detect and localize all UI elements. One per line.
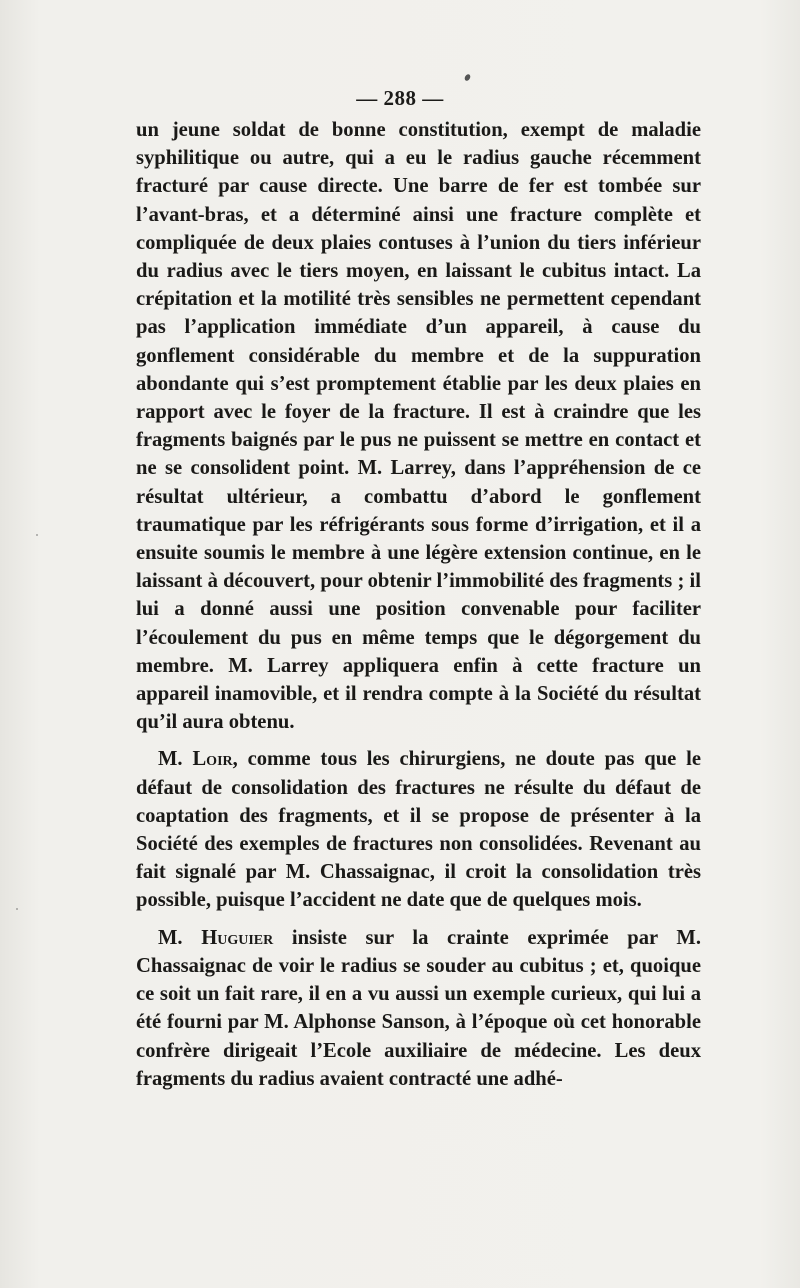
paragraph-3 (136, 924, 701, 1093)
ink-speck (16, 908, 18, 910)
paragraph-1: un jeune soldat de bonne constitution, exempt de maladie syphilitique ou autre, qui a eu le radius gauche récemment fracturé par cause directe. Une barre de fer est tombée sur l’avant-bras, et a déterminé ainsi une fracture complète et compliquée de deux plaies contuses à l’union du tiers inférieur du radius avec le tiers moyen, en laissant le cubitus intact. La crépitation et la motilité très sensibles ne permettent cependant pas l’application immédiate d’un appareil, à cause du gonflement considérable du membre et de la suppuration abondante qui s’est promptement établie par les deux plaies en rapport avec le foyer de la fracture. Il est à craindre que les fragments baignés par le pus ne puissent se mettre en contact et ne se consolident point. M. Larrey, dans l’appréhension de ce résultat ultérieur, a combattu d’abord le gonflement traumatique par les réfrigérants sous forme d’irrigation, et il a ensuite soumis le membre à une légère extension continue, en le laissant à découvert, pour obtenir l’immobilité des fragments ; il lui a donné aussi une position convenable pour faciliter l’écoulement du pus en même temps que le dégorgement du membre. M. Larrey appliquera enfin à cette fracture un appareil inamovible, et il rendra compte à la Société du résultat qu’il aura obtenu. (136, 119, 701, 734)
ink-speck (464, 73, 472, 82)
paragraph-2-name: Loir (192, 748, 233, 771)
paragraph-2-text: , comme tous les chirurgiens, ne doute pas que le défaut de consolidation des fractures ne résulte du défaut de coaptation des fragments, et il se propose de présenter à la Société des exemples de fractures non consolidées. Revenant au fait signalé par M. Chassaignac, il croit la consolidation très possible, puisque l’accident ne date que de quelques mois. (136, 748, 702, 912)
paragraph-3-prefix: M. (158, 926, 202, 949)
paragraph-2 (136, 745, 701, 914)
paragraph-3-text: insiste sur la crainte exprimée par M. Chassaignac de voir le radius se souder au cubitus ; et, quoique ce soit un fait rare, il en a vu aussi un exemple curieux, qui lui a été fourni par M. Alphonse Sanson, à l’époque où cet honorable confrère dirigeait l’Ecole auxiliaire de médecine. Les deux fragments du radius avaient contracté une adhé- (136, 926, 701, 1090)
paragraph-3-name: Huguier (201, 926, 274, 949)
page-number: — 288 — (356, 86, 444, 110)
body-text (136, 116, 701, 1093)
paragraph-2-prefix: M. (158, 748, 193, 771)
ink-speck (36, 534, 38, 536)
